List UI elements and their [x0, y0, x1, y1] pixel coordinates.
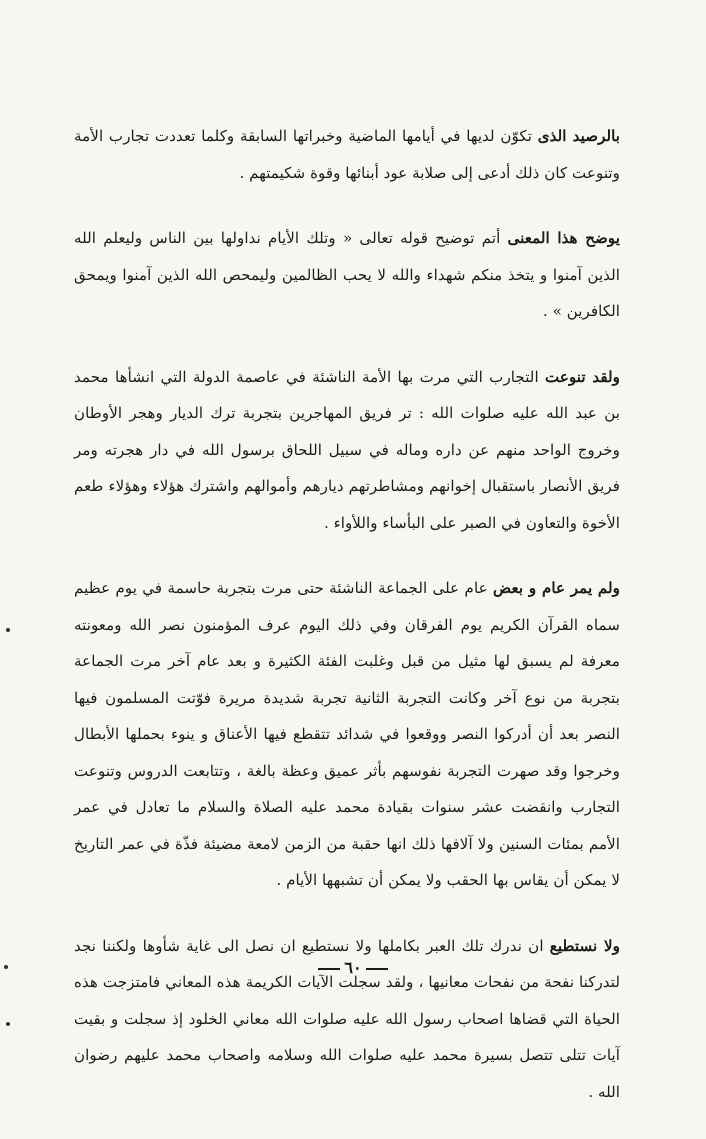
- paragraph-2: [74, 220, 620, 330]
- paragraph-5: [74, 928, 620, 1111]
- paragraph-text: تكوّن لديها في أيامها الماضية وخبراتها السابقة وكلما تعددت تجارب الأمة وتنوعت كان ذلك أدعى إلى صلابة عود أبنائها وقوة شكيمتهم .: [74, 127, 620, 182]
- paragraph-1: [74, 118, 620, 191]
- scan-mark: [6, 628, 10, 632]
- paragraph-lead: يوضح هذا المعنى: [507, 229, 620, 247]
- paragraph-lead: بالرصيد الذى: [537, 127, 620, 145]
- page-number-text: ٦٠: [344, 958, 362, 977]
- paragraph-lead: ولا نستطيع: [549, 936, 620, 955]
- paragraph-text: أتم توضيح قوله تعالى « وتلك الأيام نداولها بين الناس وليعلم الله الذين آمنوا و يتخذ منكم شهداء والله لا يحب الظالمين وليمحص الله الذين آمنوا ويمحق الكافرين » .: [74, 229, 620, 320]
- scan-mark: [6, 1022, 10, 1026]
- page-number: [0, 958, 706, 977]
- paragraph-4: [74, 570, 620, 899]
- paragraph-text: التجارب التي مرت بها الأمة الناشئة في عاصمة الدولة التي انشأها محمد بن عبد الله عليه صلوات الله : تر فريق المهاجرين بتجربة ترك الديار وهجر الأوطان وخروج الواحد منهم عن داره وماله في سبيل اللحاق برسول الله في دار هجرته ومر فريق الأنصار باستقبال إخوانهم ومشاطرتهم ديارهم وأموالهم واشترك هؤلاء وهؤلاء طعم الأخوة والتعاون في الصبر على البأساء واللأواء .: [74, 367, 620, 532]
- scan-mark: [4, 965, 8, 969]
- paragraph-text: ان ندرك تلك العبر بكاملها ولا نستطيع ان نصل الى غاية شأوها ولكننا نجد لتدركنا نفحة من نفحات معانيها ، ولقد سجلت الآيات الكريمة هذه المعاني فامتزجت هذه الحياة التي قضاها اصحاب رسول الله عليه صلوات الله معاني الخلود إذ سجلت و بقيت آيات تتلى تتصل بسيرة محمد عليه صلوات الله وسلامه واصحاب محمد عليهم رضوان الله .: [74, 936, 620, 1101]
- paragraph-text: عام على الجماعة الناشئة حتى مرت بتجربة حاسمة في يوم عظيم سماه القرآن الكريم يوم الفرقان وفي ذلك اليوم عرف المؤمنون نصر الله ومعونته معرفة لم يسبق لها مثيل من قبل وغلبت الفئة الكثيرة و بعد عام آخر مرت الجماعة بتجربة من نوع آخر وكانت التجربة الثانية تجربة شديدة مريرة فوّتت المسلمون فيها النصر بعد أن أدركوا النصر ووقعوا في شدائد تتقطع فيها الأعناق و ينوء بحملها الأبطال وخرجوا وقد صهرت التجربة نفوسهم بأثر عميق وعظة بالغة ، وتتابعت الدروس وتنوعت التجارب وانقضت عشر سنوات بقيادة محمد عليه الصلاة والسلام ما تعادل في عمر الأمم بمئات السنين ولا آلافها ذلك انها حقبة من الزمن لامعة مضيئة فذّة في عمر التاريخ لا يمكن أن يقاس بها الحقب ولا يمكن أن تشبهها الأيام .: [74, 579, 620, 889]
- paragraph-lead: ولم يمر عام و بعض: [492, 579, 620, 597]
- dash-right: [318, 968, 340, 970]
- page-body: [74, 118, 620, 1139]
- paragraph-lead: ولقد تنوعت: [544, 367, 620, 386]
- dash-left: [366, 968, 388, 970]
- paragraph-3: [74, 359, 620, 542]
